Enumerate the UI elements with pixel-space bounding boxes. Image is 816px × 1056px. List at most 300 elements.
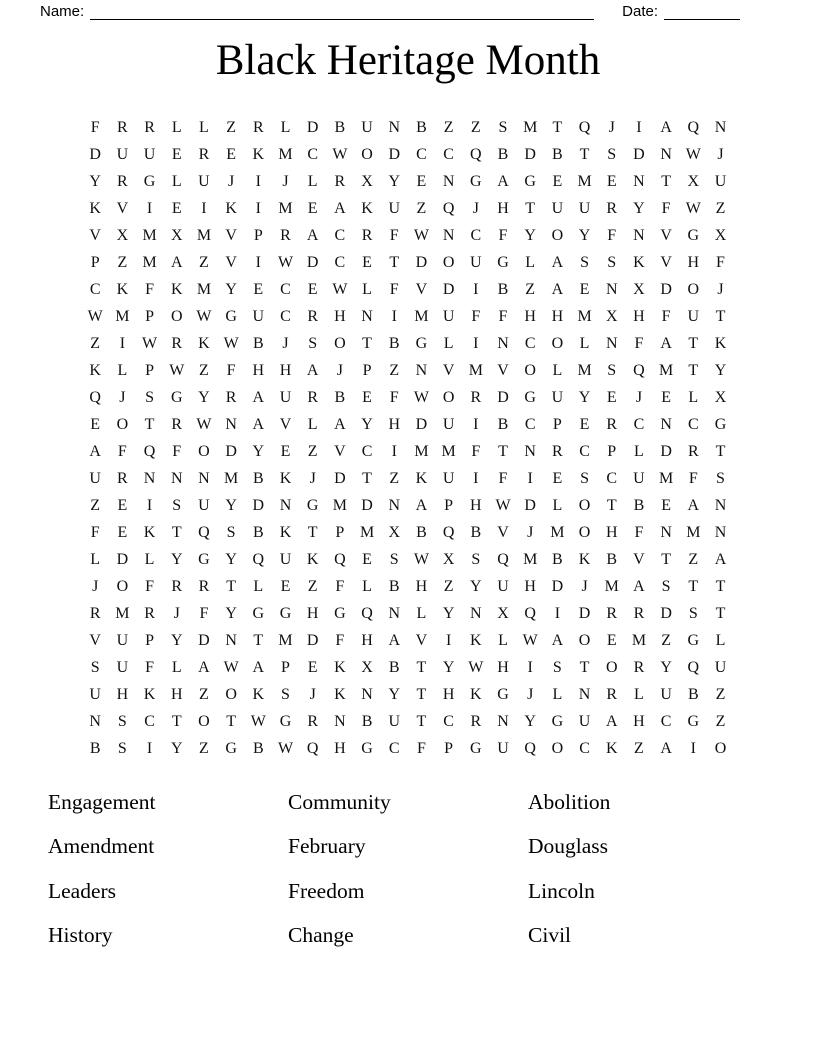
grid-cell: C (579, 442, 590, 460)
grid-cell: B (552, 550, 563, 568)
grid-cell: C (334, 226, 346, 244)
grid-cell: M (468, 361, 483, 379)
grid-cell: U (279, 388, 292, 406)
grid-cell: E (552, 172, 563, 190)
grid-cell: J (717, 280, 724, 298)
grid-cell: F (335, 577, 345, 595)
grid-cell: C (470, 226, 482, 244)
grid-cell: B (416, 523, 427, 541)
grid-cell: K (89, 199, 101, 217)
grid-cell: D (225, 442, 237, 460)
grid-cell: Y (388, 172, 401, 190)
grid-cell: E (362, 388, 372, 406)
grid-cell: N (633, 226, 645, 244)
grid-cell: L (171, 658, 182, 676)
grid-cell: N (198, 469, 210, 487)
grid-cell: V (415, 631, 428, 649)
grid-cell: N (388, 604, 401, 622)
grid-cell: C (443, 145, 454, 163)
grid-cell: H (442, 685, 455, 703)
grid-cell: O (198, 712, 210, 730)
grid-cell: U (442, 307, 455, 325)
grid-cell: U (198, 496, 210, 514)
grid-cell: L (362, 577, 372, 595)
grid-cell: L (715, 631, 726, 649)
grid-cell: E (307, 199, 318, 217)
grid-cell: G (714, 415, 727, 433)
grid-cell: G (334, 604, 346, 622)
grid-cell: S (308, 334, 318, 352)
grid-cell: C (633, 415, 645, 433)
grid-cell: M (196, 280, 212, 298)
grid-cell: Y (633, 199, 645, 217)
grid-cell: M (604, 577, 619, 595)
grid-cell: U (252, 307, 265, 325)
grid-cell: S (580, 253, 590, 271)
grid-cell: V (660, 226, 672, 244)
grid-cell: Q (198, 523, 210, 541)
grid-cell: X (361, 658, 373, 676)
grid-cell: F (634, 334, 644, 352)
grid-cell: Z (470, 118, 481, 136)
grid-cell: E (362, 253, 372, 271)
grid-cell: N (225, 415, 237, 433)
word-bank-column (48, 780, 288, 958)
grid-cell: D (306, 253, 319, 271)
grid-cell: W (196, 415, 212, 433)
grid-cell: R (171, 577, 183, 595)
word-bank-item: Douglass (528, 834, 609, 859)
grid-cell: B (388, 658, 400, 676)
grid-cell: B (334, 388, 346, 406)
grid-cell: C (280, 280, 291, 298)
grid-cell: N (442, 226, 455, 244)
grid-cell: Y (578, 388, 591, 406)
grid-cell: G (143, 172, 156, 190)
grid-cell: I (636, 118, 642, 136)
grid-cell: T (416, 712, 427, 730)
grid-cell: H (252, 361, 265, 379)
grid-cell: Y (89, 172, 101, 190)
grid-cell: R (606, 415, 618, 433)
grid-cell: N (334, 712, 346, 730)
grid-cell: A (415, 496, 428, 514)
grid-cell: E (90, 415, 101, 433)
grid-cell: U (497, 739, 509, 757)
grid-cell: H (687, 253, 700, 271)
word-bank-item: Lincoln (528, 878, 595, 903)
word-bank-item: History (48, 923, 113, 948)
grid-cell: W (413, 388, 429, 406)
grid-cell: K (334, 658, 346, 676)
grid-cell: O (578, 523, 591, 541)
grid-cell: N (660, 415, 672, 433)
grid-cell: R (552, 442, 563, 460)
grid-cell: A (605, 712, 618, 730)
grid-cell: C (579, 739, 590, 757)
grid-cell: V (442, 361, 455, 379)
letter-grid (82, 114, 735, 762)
grid-cell: C (89, 280, 101, 298)
grid-cell: Q (334, 550, 346, 568)
grid-cell: X (361, 172, 373, 190)
grid-cell: M (686, 523, 701, 541)
grid-cell: A (306, 361, 319, 379)
grid-cell: R (606, 685, 618, 703)
grid-cell: C (334, 253, 346, 271)
grid-cell: T (307, 523, 318, 541)
grid-cell: X (714, 226, 727, 244)
grid-cell: Y (170, 739, 183, 757)
grid-cell: K (279, 523, 292, 541)
grid-cell: F (471, 307, 481, 325)
grid-cell: L (552, 496, 563, 514)
grid-cell: M (631, 631, 647, 649)
grid-cell: X (605, 307, 618, 325)
grid-cell: K (198, 334, 210, 352)
grid-cell: N (660, 523, 672, 541)
grid-cell: O (578, 496, 591, 514)
grid-cell: B (687, 685, 699, 703)
grid-cell: N (89, 712, 101, 730)
grid-cell: M (577, 307, 592, 325)
word-bank-item: Abolition (528, 789, 611, 814)
grid-cell: S (145, 388, 155, 406)
grid-cell: I (473, 280, 479, 298)
grid-cell: E (117, 496, 128, 514)
grid-cell: R (225, 388, 237, 406)
grid-cell: J (309, 469, 316, 487)
grid-cell: R (633, 604, 645, 622)
grid-cell: H (170, 685, 183, 703)
grid-cell: Y (388, 685, 401, 703)
grid-cell: T (715, 307, 726, 325)
grid-cell: U (388, 199, 401, 217)
grid-cell: Y (361, 415, 373, 433)
grid-cell: O (551, 739, 564, 757)
grid-cell: P (145, 307, 155, 325)
grid-cell: C (687, 415, 699, 433)
grid-cell: M (278, 199, 293, 217)
grid-cell: P (607, 442, 617, 460)
grid-cell: W (495, 496, 511, 514)
grid-cell: N (714, 523, 727, 541)
grid-cell: G (524, 172, 536, 190)
grid-cell: T (715, 577, 726, 595)
grid-cell: K (470, 685, 482, 703)
grid-cell: G (470, 172, 482, 190)
grid-cell: L (90, 550, 101, 568)
grid-cell: J (309, 685, 316, 703)
grid-cell: I (445, 631, 452, 649)
grid-cell: H (633, 307, 645, 325)
grid-cell: F (416, 739, 426, 757)
grid-cell: E (171, 145, 182, 163)
grid-cell: E (552, 469, 563, 487)
grid-cell: U (551, 199, 564, 217)
grid-cell: V (89, 226, 101, 244)
grid-cell: U (551, 388, 564, 406)
grid-cell: R (307, 307, 319, 325)
grid-cell: V (279, 415, 292, 433)
grid-cell: M (577, 361, 592, 379)
grid-cell: A (551, 253, 564, 271)
grid-cell: S (580, 469, 590, 487)
grid-cell: S (498, 118, 508, 136)
grid-cell: A (252, 658, 265, 676)
grid-cell: T (253, 631, 264, 649)
grid-cell: S (607, 361, 617, 379)
worksheet-header (0, 0, 816, 21)
grid-cell: A (334, 415, 346, 433)
grid-cell: X (442, 550, 455, 568)
grid-cell: O (334, 334, 346, 352)
grid-cell: R (144, 118, 155, 136)
grid-cell: L (199, 118, 209, 136)
grid-cell: X (497, 604, 509, 622)
grid-cell: M (577, 172, 592, 190)
grid-cell: C (307, 145, 319, 163)
grid-cell: H (334, 739, 346, 757)
grid-cell: B (361, 712, 373, 730)
grid-cell: G (225, 739, 237, 757)
grid-cell: R (334, 172, 346, 190)
grid-cell: F (688, 469, 698, 487)
grid-cell: H (551, 307, 564, 325)
grid-cell: K (116, 280, 129, 298)
grid-cell: K (415, 469, 428, 487)
grid-cell: Z (226, 118, 237, 136)
grid-cell: J (608, 118, 615, 136)
grid-cell: G (687, 712, 700, 730)
grid-cell: P (145, 631, 155, 649)
grid-cell: I (255, 199, 261, 217)
grid-cell: G (497, 685, 509, 703)
grid-cell: Y (252, 442, 265, 460)
grid-cell: G (279, 604, 292, 622)
grid-cell: G (170, 388, 183, 406)
grid-cell: W (250, 712, 266, 730)
grid-cell: Q (578, 118, 591, 136)
grid-cell: R (171, 334, 183, 352)
grid-cell: V (116, 199, 129, 217)
grid-cell: F (226, 361, 236, 379)
grid-cell: R (89, 604, 101, 622)
grid-cell: X (170, 226, 183, 244)
grid-cell: E (280, 577, 291, 595)
grid-cell: I (201, 199, 207, 217)
grid-cell: F (389, 388, 399, 406)
grid-cell: H (497, 658, 509, 676)
grid-cell: K (279, 469, 292, 487)
grid-cell: E (280, 442, 291, 460)
grid-cell: P (444, 496, 454, 514)
grid-cell: E (416, 172, 427, 190)
grid-cell: G (470, 739, 482, 757)
grid-cell: B (388, 334, 400, 352)
word-bank (0, 780, 816, 958)
grid-cell: K (361, 199, 373, 217)
grid-cell: O (578, 631, 591, 649)
grid-cell: H (388, 415, 401, 433)
grid-cell: O (170, 307, 183, 325)
grid-cell: U (116, 631, 129, 649)
grid-cell: S (90, 658, 100, 676)
grid-cell: I (690, 739, 696, 757)
grid-cell: T (688, 334, 699, 352)
grid-cell: S (716, 469, 725, 487)
grid-cell: Y (524, 226, 536, 244)
grid-cell: T (606, 496, 617, 514)
grid-cell: D (524, 145, 536, 163)
grid-cell: I (146, 496, 153, 514)
grid-cell: B (497, 145, 509, 163)
grid-cell: S (661, 577, 671, 595)
grid-cell: Q (497, 550, 509, 568)
grid-cell: R (171, 415, 183, 433)
grid-cell: O (605, 658, 618, 676)
grid-cell: C (660, 712, 672, 730)
grid-cell: F (498, 469, 508, 487)
grid-cell: T (715, 442, 726, 460)
grid-cell: Q (306, 739, 319, 757)
grid-cell: E (606, 172, 617, 190)
grid-cell: W (413, 550, 429, 568)
grid-cell: V (415, 280, 428, 298)
grid-cell: K (334, 685, 346, 703)
grid-cell: B (552, 145, 563, 163)
grid-cell: K (252, 685, 265, 703)
word-bank-item: Change (288, 923, 354, 948)
grid-cell: N (143, 469, 156, 487)
grid-cell: U (470, 253, 482, 271)
grid-cell: P (335, 523, 345, 541)
grid-cell: N (714, 496, 727, 514)
grid-cell: O (116, 577, 129, 595)
grid-cell: S (607, 145, 617, 163)
grid-cell: C (361, 442, 373, 460)
grid-cell: U (687, 307, 700, 325)
grid-cell: R (198, 145, 210, 163)
grid-cell: V (497, 361, 509, 379)
grid-cell: B (606, 550, 618, 568)
grid-cell: R (606, 604, 618, 622)
grid-cell: F (716, 253, 725, 271)
grid-cell: F (661, 199, 671, 217)
grid-cell: F (661, 307, 671, 325)
grid-cell: J (472, 199, 479, 217)
grid-cell: A (633, 577, 645, 595)
grid-cell: D (660, 280, 672, 298)
word-bank-item: Freedom (288, 878, 365, 903)
grid-cell: S (281, 685, 290, 703)
grid-cell: T (389, 253, 400, 271)
grid-cell: K (225, 199, 237, 217)
grid-cell: V (89, 631, 101, 649)
grid-cell: K (89, 361, 101, 379)
grid-cell: D (578, 604, 591, 622)
word-bank-item: Engagement (48, 789, 156, 814)
grid-cell: K (170, 280, 183, 298)
grid-cell: K (143, 685, 156, 703)
grid-cell: T (416, 658, 427, 676)
grid-cell: G (361, 739, 373, 757)
grid-cell: I (119, 334, 126, 352)
grid-cell: G (225, 307, 237, 325)
grid-cell: T (362, 334, 372, 352)
grid-cell: G (551, 712, 564, 730)
grid-cell: T (661, 172, 672, 190)
grid-cell: U (714, 172, 727, 190)
grid-cell: F (90, 118, 100, 136)
grid-cell: T (498, 442, 508, 460)
grid-cell: J (527, 685, 534, 703)
grid-cell: Z (416, 199, 427, 217)
grid-cell: E (579, 415, 590, 433)
grid-cell: W (332, 280, 348, 298)
grid-cell: H (470, 496, 482, 514)
grid-cell: U (143, 145, 156, 163)
grid-cell: Y (225, 550, 237, 568)
grid-cell: D (415, 253, 428, 271)
grid-cell: O (442, 388, 455, 406)
grid-cell: M (414, 307, 429, 325)
grid-cell: Y (225, 496, 237, 514)
word-bank-item: February (288, 834, 366, 859)
grid-cell: T (226, 712, 237, 730)
grid-cell: M (523, 118, 538, 136)
grid-cell: X (116, 226, 129, 244)
grid-cell: R (470, 712, 482, 730)
grid-cell: M (278, 145, 293, 163)
grid-cell: B (89, 739, 101, 757)
grid-cell: G (415, 334, 428, 352)
grid-cell: R (361, 226, 373, 244)
grid-cell: D (89, 145, 101, 163)
grid-cell: U (660, 685, 672, 703)
grid-cell: M (414, 442, 429, 460)
grid-cell: M (332, 496, 347, 514)
grid-cell: S (471, 550, 481, 568)
grid-cell: G (252, 604, 265, 622)
grid-cell: D (306, 631, 319, 649)
grid-cell: E (117, 523, 128, 541)
grid-cell: D (334, 469, 346, 487)
grid-cell: D (497, 388, 509, 406)
grid-cell: O (361, 145, 373, 163)
grid-cell: V (633, 550, 645, 568)
grid-cell: L (634, 442, 644, 460)
grid-cell: P (281, 658, 290, 676)
grid-cell: D (116, 550, 129, 568)
grid-cell: T (362, 469, 372, 487)
grid-cell: I (391, 442, 397, 460)
grid-cell: W (413, 226, 429, 244)
grid-cell: I (391, 307, 397, 325)
grid-cell: U (442, 415, 455, 433)
grid-cell: I (527, 469, 533, 487)
grid-cell: L (552, 361, 563, 379)
grid-cell: K (605, 739, 618, 757)
grid-cell: U (388, 712, 401, 730)
grid-cell: W (685, 199, 701, 217)
grid-cell: C (524, 415, 536, 433)
grid-cell: N (415, 361, 428, 379)
grid-cell: W (223, 334, 239, 352)
grid-cell: L (144, 550, 155, 568)
grid-cell: M (659, 469, 674, 487)
grid-cell: F (498, 226, 508, 244)
